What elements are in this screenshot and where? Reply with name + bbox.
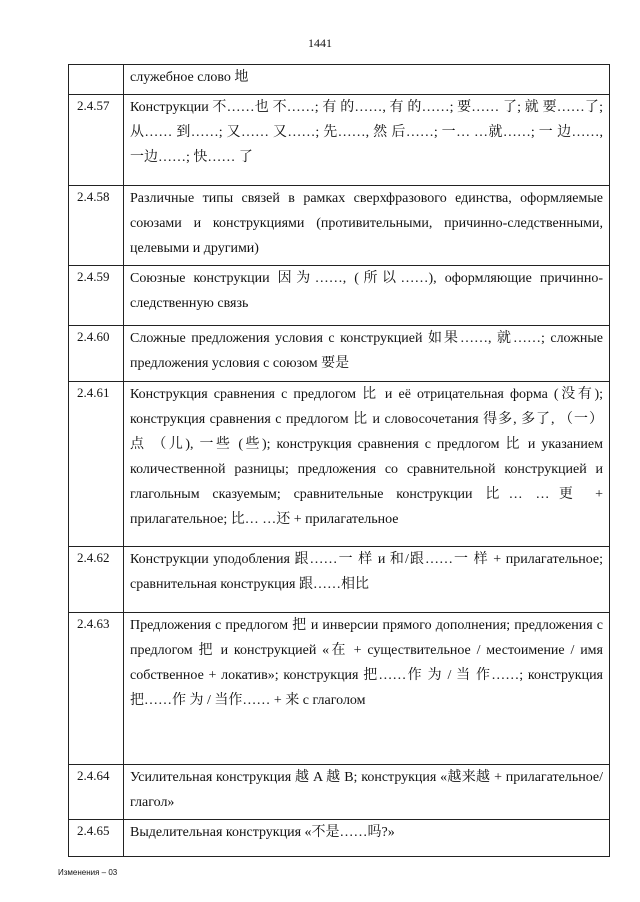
row-text: Предложения с предлогом 把 и инверсии прямого дополнения; предложения с предлогом 把 и конструкцией «在 + существительное / местоимение / имя собственное + локатив»; конструкция 把……作 为 / 当 作……; конструкция 把……作 为 / 当作…… + 来 с глаголом xyxy=(124,613,610,765)
table-row xyxy=(69,65,610,95)
table-row xyxy=(69,547,610,613)
row-number: 2.4.65 xyxy=(69,820,124,857)
row-text: Конструкция сравнения с предлогом 比 и её отрицательная форма (没有); конструкция сравнения с предлогом 比 и словосочетания 得多, 多了, （一） 点 （儿), 一些 (些); конструкция сравнения с предлогом 比 и указанием количественной разницы; предложения со сравнительной конструкцией и глагольным сказуемым; сравнительные конструкции 比… …更 + прилагательное; 比… …还 + прилагательное xyxy=(124,382,610,547)
row-text: служебное слово 地 xyxy=(124,65,610,95)
table-row xyxy=(69,613,610,765)
row-text: Союзные конструкции 因为……, (所以……), оформляющие причинно-следственную связь xyxy=(124,266,610,326)
row-number: 2.4.58 xyxy=(69,186,124,266)
row-number: 2.4.62 xyxy=(69,547,124,613)
content-table xyxy=(68,64,610,857)
page-number: 1441 xyxy=(308,36,332,50)
table-row xyxy=(69,326,610,382)
row-number: 2.4.63 xyxy=(69,613,124,765)
row-number: 2.4.57 xyxy=(69,95,124,186)
row-text: Сложные предложения условия с конструкцией 如果……, 就……; сложные предложения условия с союзом 要是 xyxy=(124,326,610,382)
footer-revision: Изменения – 03 xyxy=(58,868,118,877)
row-number: 2.4.59 xyxy=(69,266,124,326)
row-text: Усилительная конструкция 越 A 越 B; конструкция «越来越 + прилагательное/глагол» xyxy=(124,765,610,820)
row-text: Выделительная конструкция «不是……吗?» xyxy=(124,820,610,857)
row-text: Конструкции уподобления 跟……一 样 и 和/跟……一 样 + прилагательное; сравнительная конструкция 跟……相比 xyxy=(124,547,610,613)
table-row xyxy=(69,266,610,326)
row-text: Конструкции 不……也 不……; 有 的……, 有 的……; 要…… 了; 就 要……了; 从…… 到……; 又…… 又……; 先……, 然 后……; 一… …就……; 一 边……, 一边……; 快…… 了 xyxy=(124,95,610,186)
row-number xyxy=(69,65,124,95)
table-row xyxy=(69,95,610,186)
row-number: 2.4.64 xyxy=(69,765,124,820)
row-text: Различные типы связей в рамках сверхфразового единства, оформляемые союзами и конструкциями (противительными, причинно-следственными, целевыми и другими) xyxy=(124,186,610,266)
table-row xyxy=(69,186,610,266)
row-number: 2.4.60 xyxy=(69,326,124,382)
table-row xyxy=(69,820,610,857)
row-number: 2.4.61 xyxy=(69,382,124,547)
table-row xyxy=(69,765,610,820)
table-row xyxy=(69,382,610,547)
